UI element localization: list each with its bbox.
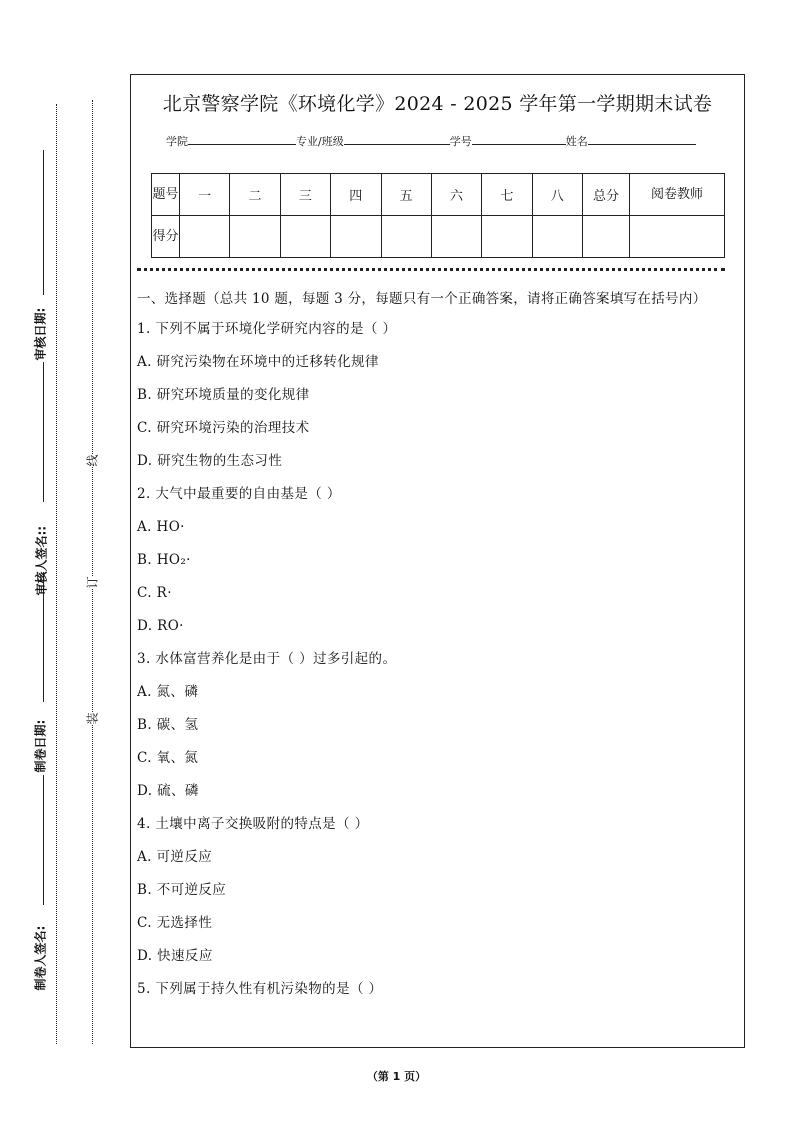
college-field[interactable] [188, 134, 296, 145]
question-stem: 1. 下列不属于环境化学研究内容的是（ ） [137, 321, 397, 337]
reviewer-signature-label: 审核人签名:: [34, 525, 49, 596]
signature-blank-4 [43, 775, 44, 905]
questions-area [137, 288, 737, 1011]
answer-option: B. HO₂· [137, 552, 191, 568]
col-8: 八 [532, 174, 582, 216]
col-2: 二 [230, 174, 280, 216]
answer-option: B. 不可逆反应 [137, 882, 227, 898]
score-label: 得分 [152, 216, 180, 258]
signature-blank-2 [43, 362, 44, 502]
score-cell-4[interactable] [331, 216, 381, 258]
exam-frame [130, 74, 745, 1048]
major-class-field[interactable] [344, 134, 450, 145]
score-cell-5[interactable] [381, 216, 431, 258]
score-cell-3[interactable] [280, 216, 330, 258]
page-number: （第 1 页） [366, 1070, 427, 1083]
score-table-score-row [152, 216, 725, 258]
answer-option: D. RO· [137, 618, 184, 634]
score-cell-total[interactable] [583, 216, 630, 258]
question-stem: 4. 土壤中离子交换吸附的特点是（ ） [137, 816, 369, 832]
col-total: 总分 [583, 174, 630, 216]
binding-mark-install: 装 [82, 712, 103, 724]
answer-option: C. 研究环境污染的治理技术 [137, 420, 310, 436]
answer-option: A. 可逆反应 [137, 849, 213, 865]
signature-blank-1 [43, 150, 44, 295]
answer-option: C. 氧、氮 [137, 750, 199, 766]
binding-dotted-line-outer [56, 104, 57, 1044]
binding-mark-line: 线 [82, 454, 103, 466]
student-info-row [166, 133, 696, 149]
score-cell-grader[interactable] [630, 216, 725, 258]
answer-option: D. 研究生物的生态习性 [137, 453, 283, 469]
paper-maker-signature-label: 制卷人签名: [33, 925, 48, 991]
answer-option: C. 无选择性 [137, 915, 213, 931]
binding-mark-bind: 订 [82, 576, 103, 588]
col-1: 一 [180, 174, 230, 216]
col-6: 六 [431, 174, 481, 216]
col-4: 四 [331, 174, 381, 216]
answer-option: D. 硫、磷 [137, 783, 199, 799]
score-cell-2[interactable] [230, 216, 280, 258]
score-table-header-row [152, 174, 725, 216]
answer-option: A. 氮、磷 [137, 684, 199, 700]
col-3: 三 [280, 174, 330, 216]
paper-date-label: 制卷日期: [33, 719, 48, 773]
binding-dotted-line-inner [92, 100, 93, 1044]
score-cell-8[interactable] [532, 216, 582, 258]
score-cell-1[interactable] [180, 216, 230, 258]
section-heading: 一、选择题（总共 10 题，每题 3 分，每题只有一个正确答案，请将正确答案填写在括号内） [137, 291, 707, 307]
answer-option: D. 快速反应 [137, 948, 213, 964]
answer-option: A. HO· [137, 519, 185, 535]
question-list [137, 318, 737, 1011]
question-stem: 5. 下列属于持久性有机污染物的是（ ） [137, 981, 383, 997]
answer-option: B. 碳、氢 [137, 717, 199, 733]
name-label: 姓名 [565, 135, 588, 148]
score-table [151, 173, 725, 258]
score-cell-7[interactable] [482, 216, 532, 258]
col-grader: 阅卷教师 [630, 174, 725, 216]
major-class-label: 专业/班级 [296, 135, 344, 148]
col-5: 五 [381, 174, 431, 216]
answer-option: A. 研究污染物在环境中的迁移转化规律 [137, 354, 379, 370]
score-cell-6[interactable] [431, 216, 481, 258]
answer-option: B. 研究环境质量的变化规律 [137, 387, 310, 403]
answer-option: C. R· [137, 585, 172, 601]
dotted-separator [137, 268, 725, 271]
student-id-field[interactable] [472, 134, 566, 145]
question-stem: 2. 大气中最重要的自由基是（ ） [137, 486, 341, 502]
student-id-label: 学号 [449, 135, 472, 148]
name-field[interactable] [588, 134, 696, 145]
question-stem: 3. 水体富营养化是由于（ ）过多引起的。 [137, 651, 397, 667]
exam-title: 北京警察学院《环境化学》2024 - 2025 学年第一学期期末试卷 [162, 93, 713, 115]
review-date-label: 审核日期: [33, 307, 48, 361]
college-label: 学院 [166, 135, 188, 148]
col-7: 七 [482, 174, 532, 216]
question-number-label: 题号 [152, 174, 180, 216]
